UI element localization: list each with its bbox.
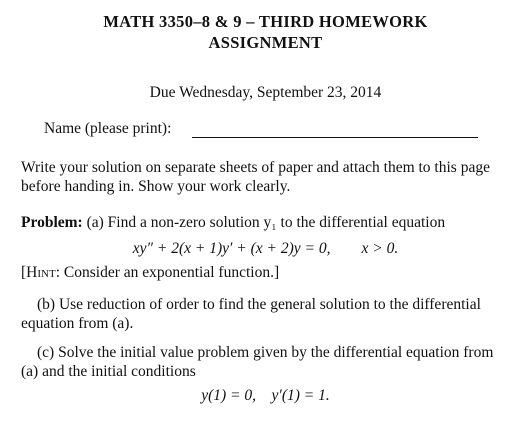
- hint-label: Hint: [26, 264, 56, 281]
- name-row: [44, 120, 484, 140]
- name-blank-line: [192, 137, 478, 138]
- problem-part-b: (b) Use reduction of order to find the general solution to the differential equation from (a).: [21, 296, 481, 332]
- initial-conditions: y(1) = 0, y′(1) = 1.: [201, 387, 330, 404]
- name-label: Name (please print):: [44, 120, 172, 137]
- problem-part-a: [21, 213, 506, 232]
- instructions: Write your solution on separate sheets of paper and attach them to this page before handing in. Show your work clearly.: [21, 159, 490, 195]
- title-line-2: ASSIGNMENT: [208, 33, 323, 52]
- due-date: Due Wednesday, September 23, 2014: [149, 84, 382, 101]
- title-line-1: MATH 3350–8 & 9 – THIRD HOMEWORK: [103, 12, 428, 31]
- problem-part-c: (c) Solve the initial value problem given by the differential equation from (a) and the initial conditions: [21, 344, 494, 380]
- equation-a: xy″ + 2(x + 1)y′ + (x + 2)y = 0, x > 0.: [132, 240, 399, 257]
- problem-label: Problem:: [21, 214, 83, 231]
- hint-text: Consider an exponential function.: [63, 264, 274, 281]
- part-a-text: (a) Find a non-zero solution y₁ to the differential equation: [86, 214, 446, 231]
- hint: [Hint: Consider an exponential function.]: [21, 264, 280, 281]
